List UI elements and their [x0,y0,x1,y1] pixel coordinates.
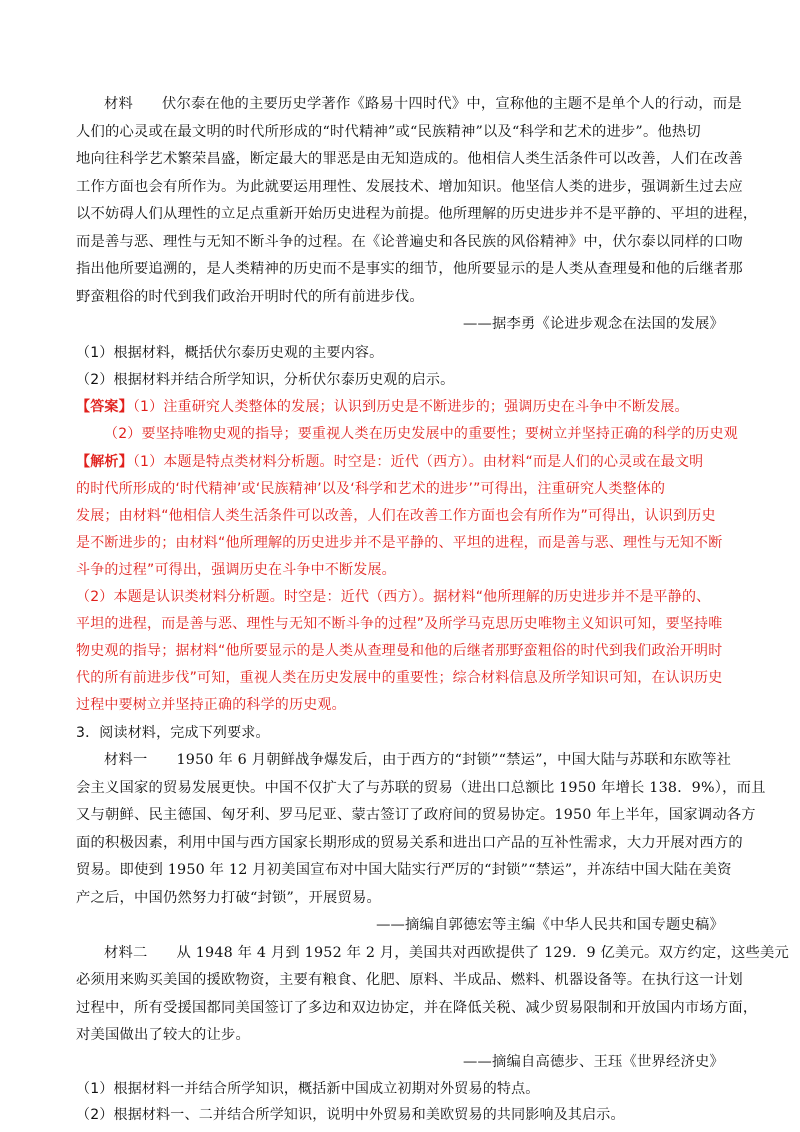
question-3-intro: 3．阅读材料，完成下列要求。 [76,725,270,741]
answer-tag: 【答案】 [76,399,133,415]
analysis-tag: 【解析】 [76,454,133,470]
answer-text-1: （1）注重研究人类整体的发展；认识到历史是不断进步的；强调历史在斗争中不断发展。 [132,399,689,415]
answer-line-1 [76,395,724,419]
q3-material1-line-3: 又与朝鲜、民主德国、匈牙利、罗马尼亚、蒙古签订了政府间的贸易协定。1950 年上半年，国家调动各方 [76,807,756,823]
q3-material2-source: ——摘编自高德步、王珏《世界经济史》 [463,1054,724,1070]
material1-line-3: 地向往科学艺术繁荣昌盛，断定最大的罪恶是由无知造成的。他相信人类生活条件可以改善，人们在改善 [76,151,743,167]
material1-source: ——据李勇《论进步观念在法国的发展》 [463,316,724,332]
q3-material2-line-1: 材料二 从 1948 年 4 月到 1952 年 2 月，美国共对西欧提供了 129．9 亿美元。双方约定，这些美元 [104,945,789,961]
analysis-line-3: 发展；由材料“他相信人类生活条件可以改善，人们在改善工作方面也会有所作为”可得出，认识到历史 [76,508,716,524]
q3-material2-line-2: 必须用来购买美国的援欧物资，主要有粮食、化肥、原料、半成品、燃料、机器设备等。在执行这一计划 [76,972,743,988]
analysis-line-4: 是不断进步的；由材料“他所理解的历史进步并不是平静的、平坦的进程，而是善与恶、理性与无知不断 [76,535,723,551]
q3-material1-line-2: 会主义国家的贸易发展更快。中国不仅扩大了与苏联的贸易（进出口总额比 1950 年增长 138．9%），而且 [76,780,766,796]
q3-material2-line-3: 过程中，所有受援国都同美国签订了多边和双边协定，并在降低关税、减少贸易限制和开放国内市场方面， [76,1000,758,1016]
material1-line-6: 而是善与恶、理性与无知不断斗争的过程。在《论普遍史和各民族的风俗精神》中，伏尔泰以同样的口吻 [76,234,743,250]
analysis-line-7: 平坦的进程，而是善与恶、理性与无知不断斗争的过程”及所学马克思历史唯物主义知识可知，要坚持唯 [76,616,723,632]
q3-material1-line-5: 贸易。即使到 1950 年 12 月初美国宣布对中国大陆实行严厉的“封锁”“禁运”，并冻结中国大陆在美资 [76,862,732,878]
q3-material1-line-6: 产之后，中国仍然努力打破“封锁”，开展贸易。 [76,890,381,906]
question-1: （1）根据材料，概括伏尔泰历史观的主要内容。 [76,345,384,361]
analysis-line-10: 过程中要树立并坚持正确的科学的历史观。 [76,697,346,713]
material1-line-2: 人们的心灵或在最文明的时代所形成的“时代精神”或“民族精神”以及“科学和艺术的进步”。他热切 [76,124,701,140]
analysis-line-5: 斗争的过程”可得出，强调历史在斗争中不断发展。 [76,562,396,578]
analysis-line-2: 的时代所形成的‘时代精神’或‘民族精神’以及‘科学和艺术的进步’”可得出，注重研究人类整体的 [76,481,666,497]
q3-material1-source: ——摘编自郭德宏等主编《中华人民共和国专题史稿》 [376,917,724,933]
analysis-text-1: （1）本题是特点类材料分析题。时空是：近代（西方）。由材料“而是人们的心灵或在最文明 [132,454,704,470]
q3-material2-line-4: 对美国做出了较大的让步。 [76,1027,250,1043]
analysis-line-6: （2）本题是认识类材料分析题。时空是：近代（西方）。据材料“他所理解的历史进步并不是平静的、 [76,589,711,605]
q3-subquestion-2: （2）根据材料一、二并结合所学知识，说明中外贸易和美欧贸易的共同影响及其启示。 [76,1107,625,1123]
analysis-line-8: 物史观的指导；据材料“他所要显示的是人类从查理曼和他的后继者那野蛮粗俗的时代到我们政治开明时 [76,643,723,659]
material1-line-7: 指出他所要追溯的，是人类精神的历史而不是事实的细节，他所要显示的是人类从查理曼和他的后继者那 [76,261,743,277]
material1-line-4: 工作方面也会有所作为。为此就要运用理性、发展技术、增加知识。他坚信人类的进步，强调新生过去应 [76,179,743,195]
analysis-line-9: 代的所有前进步伐”可知，重视人类在历史发展中的重要性；综合材料信息及所学知识可知，在认识历史 [76,670,723,686]
q3-material1-line-1: 材料一 1950 年 6 月朝鲜战争爆发后，由于西方的“封锁”“禁运”，中国大陆与苏联和东欧等社 [104,752,732,768]
answer-line-2: （2）要坚持唯物史观的指导；要重视人类在历史发展中的重要性；要树立并坚持正确的科学的历史观 [104,426,738,442]
q3-material1-line-4: 面的积极因素，利用中国与西方国家长期形成的贸易关系和进出口产品的互补性需求，大力开展对西方的 [76,835,743,851]
material1-line-8: 野蛮粗俗的时代到我们政治开明时代的所有前进步伐。 [76,289,424,305]
analysis-line-1 [76,450,724,474]
q3-subquestion-1: （1）根据材料一并结合所学知识，概括新中国成立初期对外贸易的特点。 [76,1081,540,1097]
question-2: （2）根据材料并结合所学知识，分析伏尔泰历史观的启示。 [76,372,455,388]
material1-line-5: 以不妨碍人们从理性的立足点重新开始历史进程为前提。他所理解的历史进步并不是平静的、平坦的进程， [76,206,758,222]
material1-line-1: 材料 伏尔泰在他的主要历史学著作《路易十四时代》中，宣称他的主题不是单个人的行动，而是 [104,96,742,112]
